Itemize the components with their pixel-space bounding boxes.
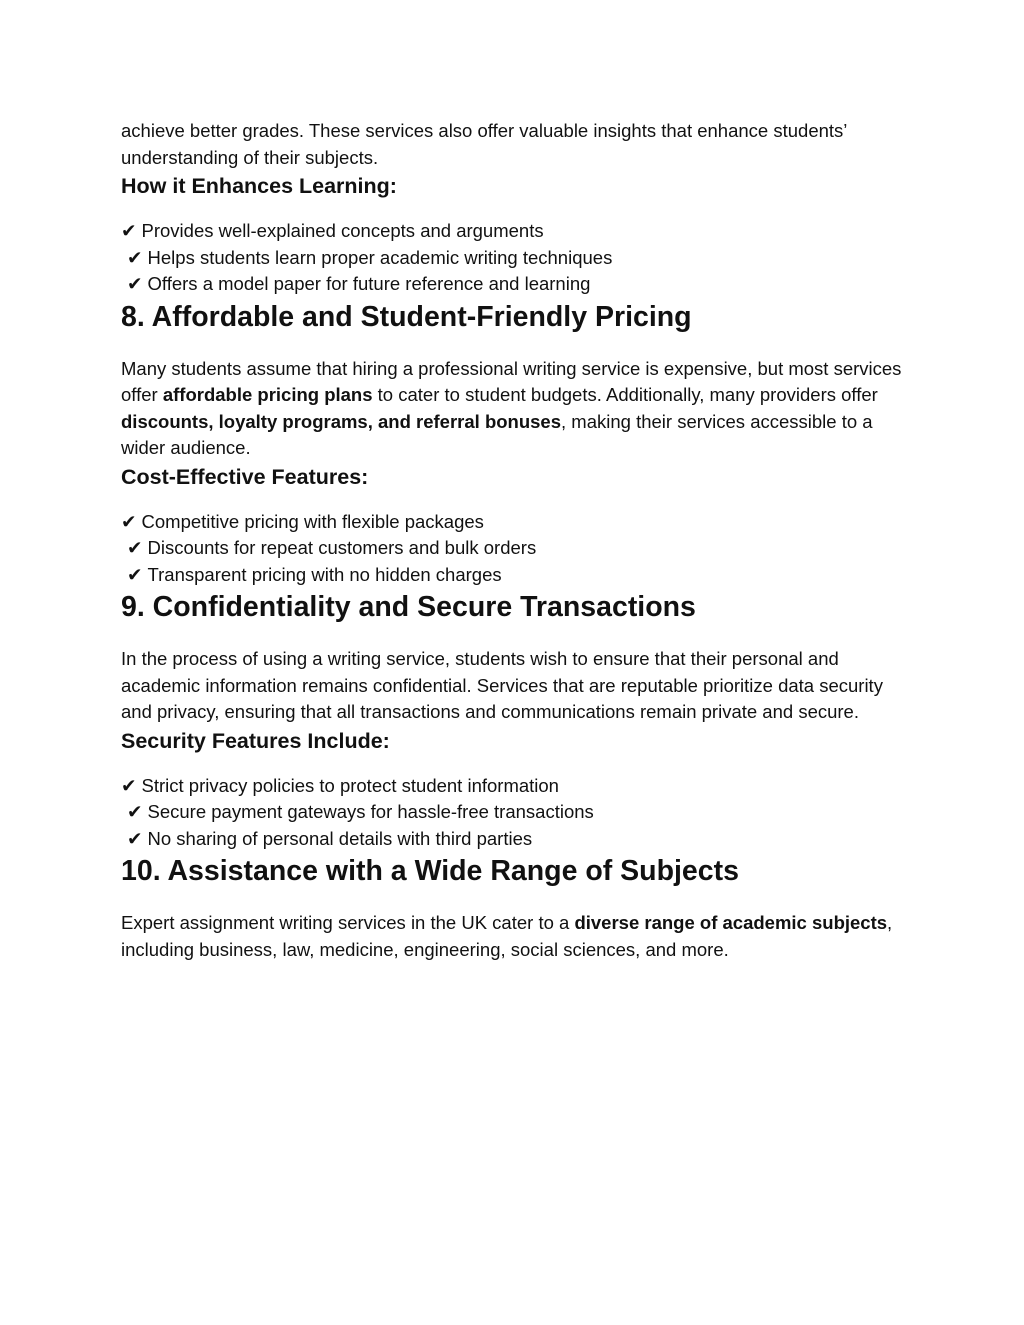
section-8-title: 8. Affordable and Student-Friendly Pricing [121,300,692,333]
cost-features-heading: Cost-Effective Features: [121,464,369,489]
section-9-title: 9. Confidentiality and Secure Transactions [121,591,696,623]
list-item: ✔ Helps students learn proper academic writing techniques [127,246,613,268]
checkmark-icon: ✔ [121,510,137,532]
checkmark-icon: ✔ [121,220,137,241]
section-9-paragraph: In the process of using a writing service, students wish to ensure that their personal and academic information remains confidential. Services that are reputable prioritize data security and privacy, ensuring that all transactions and communications remain private and secure. [121,648,883,722]
security-features-heading: Security Features Include: [121,728,390,753]
security-features-list [121,773,914,853]
section-10-title: 10. Assistance with a Wide Range of Subjects [121,855,739,887]
section-8-paragraph: Many students assume that hiring a professional writing service is expensive, but most services offer affordable pricing plans to cater to student budgets. Additionally, many providers offer discounts, loyalty programs, and referral bonuses, making their services accessible to a wider audience. [121,357,902,458]
list-item: ✔ Competitive pricing with flexible packages [121,510,484,532]
list-item: ✔ Secure payment gateways for hassle-free transactions [127,801,594,822]
list-item: ✔ Strict privacy policies to protect student information [121,774,559,796]
list-item: ✔ No sharing of personal details with third parties [127,827,533,849]
list-item: ✔ Provides well-explained concepts and arguments [121,220,544,241]
list-item: ✔ Transparent pricing with no hidden charges [127,563,502,585]
cost-features-list [121,509,914,589]
checkmark-icon: ✔ [127,246,143,268]
checkmark-icon: ✔ [127,563,143,585]
learning-heading: How it Enhances Learning: [121,174,397,198]
list-item: ✔ Offers a model paper for future reference and learning [127,273,591,294]
intro-paragraph: achieve better grades. These services also offer valuable insights that enhance students’ understanding of their subjects. [121,120,847,168]
checkmark-icon: ✔ [127,537,143,558]
checkmark-icon: ✔ [127,827,143,849]
checkmark-icon: ✔ [127,273,143,294]
list-item: ✔ Discounts for repeat customers and bulk orders [127,537,537,558]
checkmark-icon: ✔ [127,801,143,822]
section-10-paragraph: Expert assignment writing services in the UK cater to a diverse range of academic subjects, including business, law, medicine, engineering, social sciences, and more. [121,912,893,960]
learning-list [121,218,914,298]
checkmark-icon: ✔ [121,774,137,796]
